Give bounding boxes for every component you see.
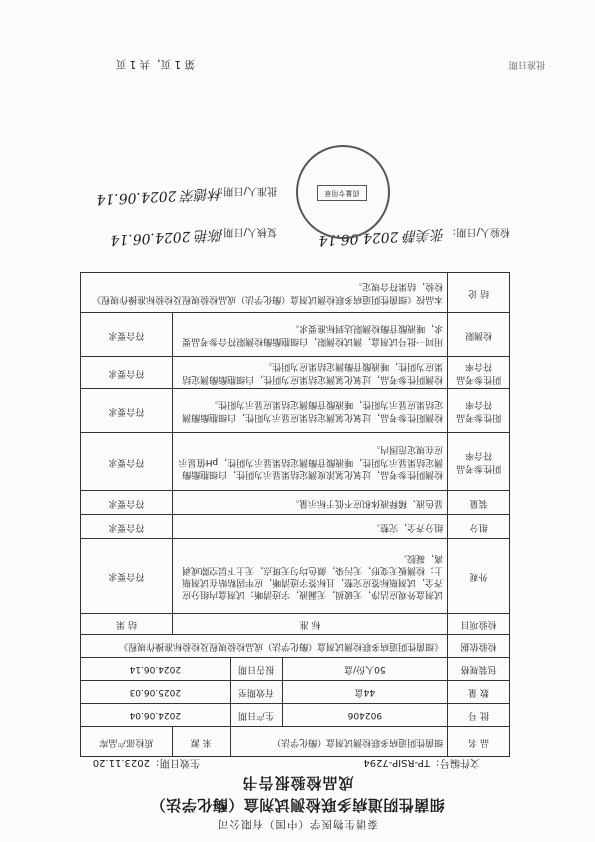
document-number: 文件编号：TP-RSIP-7294 — [363, 757, 480, 768]
basis-value: 《细菌性阴道病多联检测试剂盒（酶化学法）成品检验规程及检验标准操作规程》 — [81, 635, 448, 658]
table-row — [81, 389, 510, 433]
table-row — [81, 681, 510, 704]
test-result: 符合要求 — [81, 313, 173, 357]
production-date-value: 2024.06.04 — [81, 704, 231, 727]
table-row — [81, 357, 510, 389]
batch-value: 902406 — [282, 704, 448, 727]
column-header-standard: 标 准 — [172, 614, 447, 635]
quantity-label: 数 量 — [448, 681, 510, 704]
table-row — [81, 273, 510, 313]
table-header-row — [81, 614, 510, 635]
table-row — [81, 635, 510, 658]
test-standard: 显色液、稀释液体积应不低于标示量。 — [172, 491, 447, 515]
report-title-line2: 成品检验报告书 — [241, 774, 354, 792]
package-spec-label: 包装规格 — [448, 658, 510, 681]
corner-note: 批准日期 — [508, 59, 545, 69]
test-item: 组分 — [448, 515, 510, 539]
test-standard: 检测阴性参考品，过氧化氢测定结果应为阴性，白细胞酯酶测定结果应为阴性，唾液酸苷酶测定结果应为阴性。 — [172, 357, 447, 389]
test-result: 符合要求 — [81, 515, 173, 539]
source-value: 质检部产品库 — [81, 727, 173, 757]
table-row — [81, 704, 510, 727]
test-item: 装量 — [448, 491, 510, 515]
inspector-label: 检验人/日期： — [446, 226, 510, 237]
source-label: 来 源 — [172, 727, 230, 757]
inspector-signature: 张美静 2024.06.14 — [318, 225, 446, 249]
quality-stamp-text: 质量专用章 — [317, 185, 367, 201]
table-row — [81, 539, 510, 614]
product-label: 品 名 — [448, 727, 510, 757]
column-header-item: 检验项目 — [448, 614, 510, 635]
production-date-label: 生产日期 — [230, 704, 282, 727]
expiry-label: 有效期至 — [230, 681, 282, 704]
test-result: 符合要求 — [81, 433, 173, 491]
batch-label: 批 号 — [448, 704, 510, 727]
test-result: 符合要求 — [81, 491, 173, 515]
report-date-label: 报告日期 — [230, 658, 282, 681]
test-standard: 检测阴性参考品，过氧化氢浓度测定结果显示为阴性，白细胞酯酶测定结果显示为阴性，唾液酸苷酶测定结果显示为阴性，pH值显示应在规定范围内。 — [172, 433, 447, 491]
quantity-value: 44盒 — [282, 681, 448, 704]
effective-date: 生效日期：2023.11.20 — [92, 757, 200, 768]
company-name: 泰谱生物医学（中国）有限公司 — [217, 818, 378, 830]
test-item: 阴性参考品符合率 — [448, 433, 510, 491]
test-result: 符合要求 — [81, 539, 173, 614]
test-standard: 用同一批号试剂盒，测试检测限，白细胞酯酶检测限符合参考品要求，唾液酸苷酶检测限达到标准要求。 — [172, 313, 447, 357]
column-header-result: 结 果 — [81, 614, 173, 635]
test-item: 外观 — [448, 539, 510, 614]
table-row — [81, 515, 510, 539]
test-item: 阳性参考品符合率 — [448, 389, 510, 433]
approver-label: 批准人/日期： — [213, 185, 277, 196]
test-standard: 检测阳性参考品，过氧化氢测定结果应显示为阳性，白细胞酯酶测定结果应显示为阳性，唾液酸苷酶测定结果应显示为阳性。 — [172, 389, 447, 433]
approver-signature: 林德荣 2024.06.14 — [96, 184, 224, 208]
product-name: 细菌性阴道病多联检测试剂盒（酶化学法） — [230, 727, 447, 757]
reviewer-signature: 陈艳 2024.06.14 — [109, 226, 224, 248]
test-result: 符合要求 — [81, 357, 173, 389]
test-standard: 试剂盒外观应洁净，无破损，无漏液，字迹清晰；试剂盒内组分应齐全，试剂瓶标签应完整，且标签字迹清晰，应牢固粘贴在试剂瓶上；检测板无变形，无污染，颜色均匀无斑点，无上下层空隙或剥离，凝胶。 — [172, 539, 447, 614]
reviewer-label: 复核人/日期： — [213, 226, 277, 237]
table-row — [81, 491, 510, 515]
test-result: 符合要求 — [81, 389, 173, 433]
test-standard: 组分齐全，完整。 — [172, 515, 447, 539]
basis-label: 检验依据 — [448, 635, 510, 658]
conclusion-value: 本品按《细菌性阴道病多联检测试剂盒（酶化学法）成品检验规程及检验标准操作规程》检验，结果符合规定。 — [81, 273, 448, 313]
conclusion-label: 结 论 — [448, 273, 510, 313]
inspection-report-table — [80, 272, 510, 757]
expiry-value: 2025.06.03 — [81, 681, 231, 704]
table-row — [81, 727, 510, 757]
report-title-line1: 细菌性阴道病多联检测试剂盒（酶化学法） — [150, 796, 445, 814]
test-item: 检测限 — [448, 313, 510, 357]
table-row — [81, 658, 510, 681]
page-number: 第 1 页，共 1 页 — [115, 58, 195, 70]
table-row — [81, 313, 510, 357]
table-row — [81, 433, 510, 491]
package-spec-value: 50人份/盒 — [282, 658, 448, 681]
report-date-value: 2024.06.14 — [81, 658, 231, 681]
test-item: 阴性参考品符合率 — [448, 357, 510, 389]
